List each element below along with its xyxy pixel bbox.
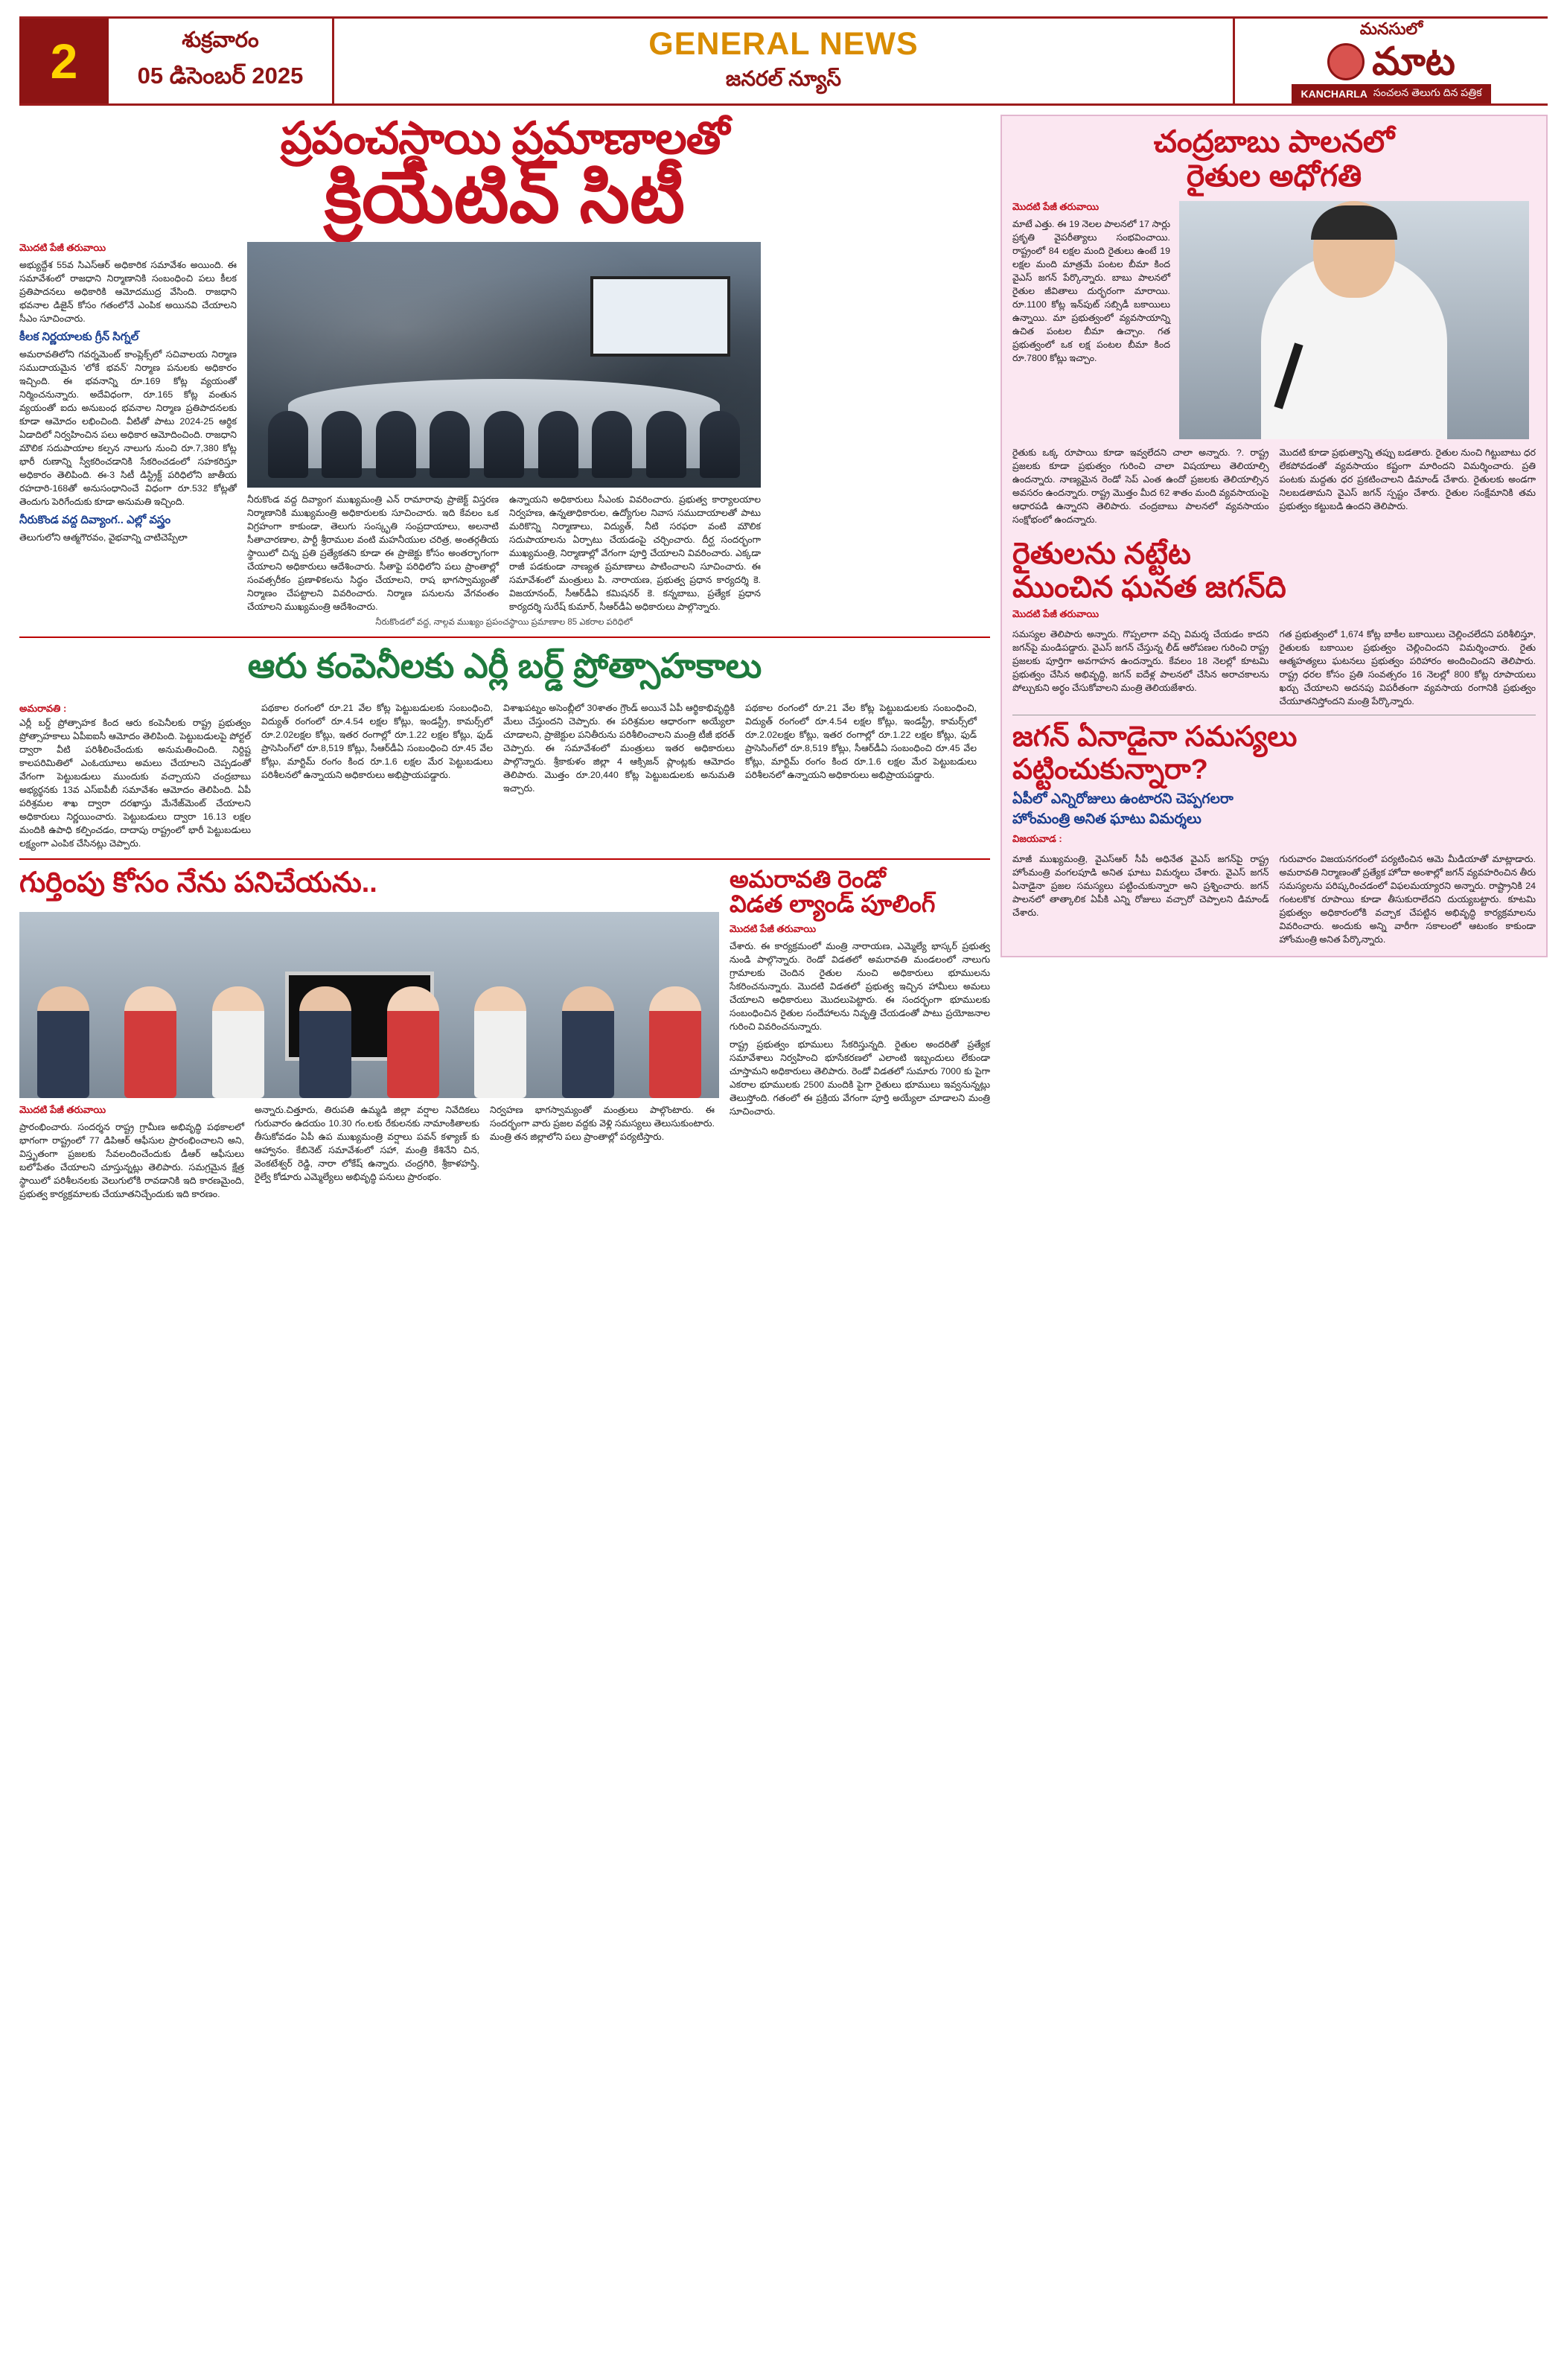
six-companies-headline: ఆరు కంపెనీలకు ఎర్లీ బర్డ్ ప్రోత్సాహకాలు xyxy=(247,645,762,685)
jagan-q-subline-1: ఏపీలో ఎన్నిరోజులు ఉంటారని చెప్పగలరా xyxy=(1012,791,1234,807)
jagan-q-headline-line2: పట్టించుకున్నారా? xyxy=(1012,753,1208,785)
divider-2 xyxy=(19,858,990,860)
bottom-left-cluster xyxy=(19,867,990,1202)
six-companies-article xyxy=(19,645,990,851)
jagan-block-col1-text: సమస్యల తెలిపారు అన్నారు. గొప్పలాగా వచ్చి విమర్శ చేయడం కాదని జగన్‌పై మండిపడ్డారు. వైఎస్ జగన్ చేస్తున్న లీడ్ ఆరోపణల గురించి రాష్ట్ర ప్రజలకు పూర్తిగా అవగాహన ఉందన్నారు. కేవలం 18 నెలల్లో కూటమి ప్రభుత్వం చేసిన అభివృద్ధి, జగన్ ఐదేళ్ల పాలనలో చేసిన అరాచకాలను పోల్చుకుని అర్థం చేసుకోవాలని మంత్రి తెలియజేశారు. xyxy=(1012,629,1269,694)
farmers-lower-body xyxy=(1012,447,1536,527)
lead-col2-text: నీరుకొండ వద్ద దివ్యాంగ ముఖ్యమంత్రి ఎన్ రామారావు ప్రాజెక్ట్ విస్తరణ నిర్మాణానికి ముఖ్యమంత్రి అధికారులకు సూచించారు. ఇది కేవలం ఒక విగ్రహంగా కాకుండా, తెలుగు సంస్కృతి సంప్రదాయాలు, అలనాటి సీతాచారణాల, పార్టీ శ్రీరాముల వంటి మహనీయుల చరిత్ర, అంతర్గతీయ స్థాయిలో చిన్న ప్రతి ప్రత్యేకతని కూడా ఈ ప్రాజెక్టు కోసం అంతర్భాగంగా చేయాలని అధికారులు ఆదేశించారు. సీతాఫై పరిధిలోని పలు ప్రాంతాల్లో సంవత్సరీకం ప్రణాళికలను సిద్ధం చేయాలని, రాష భాగస్వామ్యంతో నిర్మాణం చేపట్టాలని వివరించారు. నిర్మాణ పనులను వేగవంతం చేయాలని ముఖ్యమంత్రి ఆదేశించారు. xyxy=(247,494,499,612)
lead-subhead-2: నీరుకొండ వద్ద దివ్యాంగ.. ఎల్లో వస్త్రం xyxy=(19,513,171,526)
lead-headline-line1: ప్రపంచస్థాయి ప్రమాణాలతో xyxy=(280,113,730,163)
six-col3-text: విశాఖపట్నం అసెంబ్లీలో 30శాతం గ్రౌండ్ అయినే ఏపీ ఆర్థికాభివృద్ధికి మేలు చేస్తుందని చెప్పారు. ఈ పరిశ్రమల ఆధారంగా అయ్యేలా చూడాలని, ప్రాజెక్టుల పనితీరును పరిశీలించాలని మంత్రి టీజీ భరత్ చెప్పారు. ఈ సమావేశంలో మంత్రులు ఇతర అధికారులు పాల్గొన్నారు. శ్రీకాకుళం జిల్లా 4 ఆక్సిజన్ ప్లాంట్లకు ఆమోదం తెలిపారు. మొత్తం రూ.20,440 కోట్ల పెట్టుబడులకు అనుమతి ఇచ్చారు. xyxy=(503,702,735,794)
six-kicker: అమరావతి : xyxy=(19,702,67,714)
crowd-group xyxy=(19,964,719,1098)
six-col4-text: పథకాల రంగంలో రూ.21 వేల కోట్ల పెట్టుబడులకు సంబంధించి, విద్యుత్ రంగంలో రూ.4.54 లక్షల కోట్లు, ఇండస్ట్రీ, కామర్స్‌లో రూ.2.02లక్షల కోట్లు, ఇతర రంగాల్లో రూ.1.22 లక్షల కోట్లు, ఫుడ్ ప్రాసెసింగ్‌లో రూ.8,519 కోట్లు, సీఆర్‌డీఏ సంబంధించి రూ.45 వేల కోట్లు, మార్టిమ్ రంగం కింద రూ.1.6 లక్షల మేర పెట్టుబడులు పరిశీలనలో ఉన్నాయని అధికారులు అభిప్రాయపడ్డారు. xyxy=(745,702,977,780)
lead-column-1 xyxy=(19,242,237,629)
seated-officials xyxy=(268,344,741,478)
publication-logo xyxy=(1233,19,1548,103)
jagan-photo xyxy=(1179,201,1529,439)
amaravati-col1-text: చేశారు. ఈ కార్యక్రమంలో మంత్రి నారాయణ, ఎమ్మెల్యే భాస్కర్ ప్రభుత్వ నుండి పాల్గొన్నారు. రెండో విడతలో అమరావతి మండలంలో నాలుగు గ్రామాలకు చెందిన రైతుల నుంచి అధికారులు భూములను సేకరించనున్నారు. మొదటి విడతలో ప్రభుత్వ ఇచ్చిన హామీలు అమలు చేయాలని అధికారులు మొదలుపెట్టారు. ఈ సందర్భంగా భూములకు సంబంధించిన రైతుల సందేహాలను నివృత్తి చేయడంతో పాటు ప్రయోజనాల గురించి వివరించనున్నారు. xyxy=(730,940,990,1032)
recognition-col2-text: అన్నారు.చిత్తూరు, తిరుపతి ఉమ్మడి జిల్లా వర్షాల నివేదికలు గురువారం ఉదయం 10.30 గం.లకు రేకులనకు నామాంకితాలకు తీసుకోవడం ఏపీ ఉప ముఖ్యమంత్రి వర్షాలు పవన్ కళ్యాణ్ కు ఆహ్వానం. కేబినెట్ సమావేశంలో సహా, మంత్రి కేశినేని చిన, వెంకటేశ్వర్ రెడ్డి, నారా లోకేష్ ఉన్నారు. చంద్రగిరి, శ్రీకాళహస్తి, రైల్వే కోడూరు ఎమ్మెల్యేలు అభివృద్ధి పనులు ప్రారంభం. xyxy=(255,1104,479,1182)
section-title-block xyxy=(334,19,1233,103)
farmers-col-1 xyxy=(1012,201,1170,439)
right-column xyxy=(1000,115,1548,1202)
jagan-q-col2-text: గురువారం విజయనగరంలో పర్యటించిన ఆమె మీడియాతో మాట్లాడారు. అమరావతి నిర్మాణంతో ప్రత్యేక హోదా అంశాల్లో జగన్ వ్యవహరించిన తీరు సమస్యలను పరిష్కరించడంలో విఫలమయ్యారని అన్నారు. రాష్ట్రానికి 24 గంటలకొక రూపాయి కూడా తీసుకురాలేదని దుయ్యబట్టారు. కూటమి ప్రభుత్వం అధికారంలోకి వచ్చాక చేపట్టిన అభివృద్ధి కార్యక్రమాలను వివరించారు. అందుకు అన్ని వారీగా సకాలంలో ఆటంకం కాకుండా హోంమంత్రి అనిత పేర్కొన్నారు. xyxy=(1279,854,1536,945)
date-label: 05 డిసెంబర్ 2025 xyxy=(137,62,304,89)
farmers-col2-text: రైతుకు ఒక్క రూపాయి కూడా ఇవ్వలేదని చాలా అన్నారు. ?. రాష్ట్ర ప్రజలకు కూడా ప్రభుత్వం గురించి చాలా విషయాలు తెలియాల్సి ఉందన్నారు. నాణ్యమైన రెండో సెప్ ఎంత ఉందో ప్రజలకు తెలియాల్సిన అవసరం ఉందన్నారు. రాష్ట్ర మొత్తం మీద 62 శాతం మంది వ్యవసాయంపై ఆధారపడి ఉన్నారని తెలిపారు. చంద్రబాబు పాలనలో వ్యవసాయం సంక్షోభంలో ఉందన్నారు. xyxy=(1012,447,1269,525)
six-col1-text: ఎర్లీ బర్డ్ ప్రోత్సాహక కింద ఆరు కంపెనీలకు రాష్ట్ర ప్రభుత్వం ప్రోత్సాహకాలు ఏపీఐఐసీ ఆమోదం తెలిపింది. పెట్టుబడులపై పోర్టల్ ద్వారా వీటి పరిశీలించేందుకు అనుమతించింది. నిర్దిష్ట కాలపరిమితిలో ఎంఓయూలు అమలు చేయాలని చెప్పడంతో వేగంగా పెట్టుబడులు ముందుకు వచ్చాయని చంద్రబాబు అభ్యర్థనకు 13వ ఎస్ఐపీబీ సమావేశం ఆమోదం తెలిపింది. ఏపీ పరిశ్రమల శాఖ ద్వారా దరఖాస్తు మేనేజ్‌మెంట్ చేయాలని అధికారులు నిర్ణయించారు. పెట్టుబడులు ద్వారా 16.13 లక్షల మందికి ఉపాధి కల్పించడం, దాదాపు రాష్ట్రంలో భారీ పెట్టుబడులు లక్ష్యంగా ఎంపిక చేసినట్లు చెప్పారు. xyxy=(19,717,251,849)
logo-brand: KANCHARLA xyxy=(1300,87,1367,100)
farmers-headline-line2: రైతుల అధోగతి xyxy=(1186,158,1362,193)
farmers-kicker: మొదటి పేజీ తరువాయి xyxy=(1012,200,1100,212)
lead-col1-text: అభ్యుద్దేశ 55వ సిఎస్ఆర్ అధికారిక సమావేశం అయింది. ఈ సమావేశంలో రాజధాని నిర్మాణానికి సంబంధించి పలు కీలక ప్రతిపాదనలు అధికారికి ఆమోదముద్ర వేసింది. రాజధాని భవనాల డిజైన్ కోసం గతంలోనే ఎంపిక అయినవి చేయాలని సీఎం సూచించారు. xyxy=(19,260,237,325)
page-number: 2 xyxy=(19,19,109,103)
lead-col3-text: ఉన్నాయని అధికారులు సీఎంకు వివరించారు. ప్రభుత్వ కార్యాలయాల నిర్వహణ, ఉన్నతాధికారుల, ఉద్యోగుల నివాస సముదాయాలతో పాటు మరికొన్ని నిర్మాణాలు, విద్యుత్, నీటి సరఫరా వంటి మౌలిక సదుపాయాలను ఏర్పాటు చేయడంపై చర్చించారు. దీర్ఘ సందర్భంగా ముఖ్యమంత్రి, నిర్మాణాల్లో వేగంగా పూర్తి చేయాలని వివరించారు. ఎక్కడా రాజీ పడకుండా నాణ్యత ప్రమాణాలు పాటించాలని సూచించారు. ఈ సమావేశంలో మంత్రులు పి. నారాయణ, ప్రభుత్వ ప్రధాన కార్యదర్శి కె. విజయానంద్, సీఆర్‌డీఏ కమిషనర్ కె. కన్నబాబు, ప్రత్యేక ప్రధాన కార్యదర్శి సురేష్ కుమార్, సీఆర్‌డీఏ అధికారులు పాల్గొన్నారు. xyxy=(509,494,761,612)
logo-tagline: సంచలన తెలుగు దిన పత్రిక xyxy=(1373,86,1482,98)
jagan-q-subline-2: హోంమంత్రి అనిత ఘాటు విమర్శలు xyxy=(1012,811,1201,827)
logo-top-text: మనసులో xyxy=(1359,19,1423,38)
jagan-q-kicker: విజయవాడ : xyxy=(1012,833,1062,845)
recognition-col1-text: ప్రారంభించారు. సందర్శన రాష్ట్ర గ్రామీణ అభివృద్ధి పథకాలలో భాగంగా రాష్ట్రంలో 77 డిపిఆర్ ఆఫీసుల ప్రారంభించాలని అని, విస్తృతంగా ప్రజలకు సేవలందించేందుకు డీఆర్ ఆఫీసులు బలోపేతం చేయాలని చూస్తున్నట్లు తెలిపారు. సమగ్రమైన క్షేత్ర స్థాయిలో పరిశీలనలకు వెలుగులోకి రావడానికి ఇది కారణమైంది, ప్రభుత్వ కార్యక్రమాలకు చేయూతనిచ్చేందుకు ఇది కారణం. xyxy=(19,1121,244,1199)
jagan-q-col1-text: మాజీ ముఖ్యమంత్రి, వైఎస్ఆర్ సీపీ అధినేత వైఎస్ జగన్‌పై రాష్ట్ర హోంమంత్రి వంగలపూడి అనిత ఘాటు విమర్శలు చేశారు. వైఎస్ జగన్ ఏనాడైనా ప్రజల సమస్యలు పట్టించుకున్నారా అని ప్రశ్నించారు. జగన్ పాలనలో తాత్కాలిక ఏపీకి ఎన్ని రోజులు వచ్చారో చెప్పాలని డిమాండ్ చేశారు. xyxy=(1012,854,1269,919)
date-block xyxy=(109,19,334,103)
jagan-block-body xyxy=(1012,628,1536,709)
recognition-body xyxy=(19,1104,719,1202)
logo-main xyxy=(1327,39,1455,83)
lead-subhead-1: కీలక నిర్ణయాలకు గ్రీన్ సిగ్నల్ xyxy=(19,331,139,343)
left-column xyxy=(19,115,990,1202)
lead-photo-caption: నీరుకొండలో వద్ద, నాల్గవ ముఖ్యం ప్రపంచస్థాయి ప్రమాణాల 85 ఎకరాల పరిధిలో xyxy=(375,617,633,627)
meeting-photo xyxy=(247,242,761,488)
amaravati-kicker: మొదటి పేజీ తరువాయి xyxy=(730,922,817,934)
jagan-q-body xyxy=(1012,853,1536,947)
amaravati-headline-line1: అమరావతి రెండో xyxy=(730,865,886,893)
farmers-top-body xyxy=(1012,201,1536,439)
jagan-block-headline-line2: ముంచిన ఘనత జగన్‌ది xyxy=(1012,570,1286,604)
farmers-col1-text: మాటే ఎత్తు. ఈ 19 నెలల పాలనలో 17 సార్లు ప్రకృతి వైపరీత్యాలు సంభవించాయి. రాష్ట్రంలో 84 లక్షల మంది రైతులు ఉంటే 19 లక్షల మంది మాత్రమే పంటల బీమా కింద వైఎస్ జగన్ పేర్కొన్నారు. బాబు పాలనలో రైతుల జీవితాలు దుర్భరంగా మారాయి. రూ.1100 కోట్ల ఇన్‌పుట్ సబ్సిడీ బకాయిలు ఉన్నాయి. మా ప్రభుత్వంలో వ్యవసాయాన్ని ఉచిత పంటల బీమా ఉచ్చాం. గత ప్రభుత్వంలో ఒక లక్ష పంటల బీమా కింద రూ.7800 కోట్లు ఇచ్చాం. xyxy=(1012,218,1170,363)
recognition-col-1 xyxy=(19,1104,244,1202)
lead-col1-text2: అమరావతిలోని గవర్నమెంట్ కాంప్లెక్స్‌లో సచివాలయ నిర్మాణ సముదాయమైన 'లోకే భవన్' నిర్మాణ పనులకు అధికారం ఇచ్చింది. ఈ భవనాన్ని రూ.169 కోట్ల వ్యయంతో నిర్మించనున్నారు. అదేవిధంగా, రూ.165 కోట్ల వంతున వ్యయంతో ఐదు అనుబంధ భవనాల నిర్మాణ ప్రతిపాదనలకు కూడా ఆమోదం లభించింది. వీటితో పాటు 2024-25 ఆర్థిక ఏడాదిలో నిర్వహించిన పలు అధికార ఆమోదించింది. రాజధాని మౌలిక సదుపాయాల కల్పన నాలుగు నుంచి రూ.7,380 కోట్ల భారీ రుణాన్ని స్వీకరించడానికి సేకరించడంలో సహకరిస్తూ అధికారం తెలిపింది. ఈ-3 సిటీ డిస్ట్రిక్ట్ పరిధిలోని జాతీయ రహదారి-168తో అనుసంధానించే విధంగా రూ.532 కోట్లతో తెందుగు పెరిగేందుకు కూడా అనుమతి ఇచ్చింది. xyxy=(19,349,237,507)
recognition-headline: గుర్తింపు కోసం నేను పనిచేయను.. xyxy=(19,867,377,899)
lead-headline-line2: క్రియేటివ్ సిటీ xyxy=(324,158,686,237)
six-col2-text: పథకాల రంగంలో రూ.21 వేల కోట్ల పెట్టుబడులకు సంబంధించి, విద్యుత్ రంగంలో రూ.4.54 లక్షల కోట్లు, ఇండస్ట్రీ, కామర్స్‌లో రూ.2.02లక్షల కోట్లు, ఇతర రంగాల్లో రూ.1.22 లక్షల కోట్లు, ఫుడ్ ప్రాసెసింగ్‌లో రూ.8,519 కోట్లు, సీఆర్‌డీఏ సంబంధించి రూ.45 వేల కోట్లు, మార్టిమ్ రంగం కింద రూ.1.6 లక్షల మేర పెట్టుబడులు పరిశీలనలో ఉన్నాయని అధికారులు అభిప్రాయపడ్డారు. xyxy=(261,702,493,780)
jagan-block-kicker: మొదటి పేజీ తరువాయి xyxy=(1012,608,1100,620)
divider-1 xyxy=(19,637,990,638)
farmers-distress-article xyxy=(1000,115,1548,957)
recognition-col3-text: నిర్వహణ భాగస్వామ్యంతో మంత్రులు పాల్గొంటారు. ఈ సందర్భంగా వారు ప్రజల వద్దకు వెళ్లి సమస్యలు తెలుసుకుంటారు. మంత్రి తన జిల్లాలోని పలు ప్రాంతాల్లో పర్యటిస్తారు. xyxy=(490,1104,715,1142)
lead-body xyxy=(19,242,990,629)
logo-face-icon xyxy=(1327,43,1365,80)
amaravati-headline-line2: విడత ల్యాండ్ పూలింగ్ xyxy=(730,890,936,918)
recognition-article xyxy=(19,867,719,1202)
inauguration-photo xyxy=(19,912,719,1098)
amaravati-phase2-article xyxy=(730,867,990,1202)
section-title-te: జనరల్ న్యూస్ xyxy=(725,67,842,90)
lead-photo-block xyxy=(247,242,761,629)
amaravati-col2-text: రాష్ట్ర ప్రభుత్వం భూములు సేకరిస్తున్నది. రైతుల అందరితో ప్రత్యేక సమావేశాలు నిర్వహించి భూసేకరణలో ఎలాంటి ఇబ్బందులు లేకుండా చూస్తామని అధికారులు తెలిపారు. రెండో విడతలో సుమారు 7000 కు పైగా ఎకరాల భూములకు 2500 మందికి పైగా రైతులు భూములు ఇవ్వనున్నట్లు తెలుస్తోంది. గతంలో ఈ ప్రక్రియ వేగంగా పూర్తి అయ్యేలా చూడాలని మంత్రి సూచించారు. xyxy=(730,1039,990,1117)
weekday-label: శుక్రవారం xyxy=(182,28,259,52)
lead-col1-text3: తెలుగులోని ఆత్మగౌరవం, వైభవాన్ని చాటిచెప్పేలా xyxy=(19,532,188,543)
six-col-1 xyxy=(19,702,251,851)
six-companies-body xyxy=(19,702,990,851)
lead-article xyxy=(19,115,990,629)
jagan-block-headline-line1: రైతులను నట్టేట xyxy=(1012,537,1191,570)
farmers-headline-line1: చంద్రబాబు పాలనలో xyxy=(1153,124,1395,159)
page-content xyxy=(19,115,1548,1202)
farmers-col3-text: మొదటి కూడా ప్రభుత్వాన్ని తప్పు బడతారు. రైతుల నుంచి గిట్టుబాటు ధర లేకపోవడంతో వ్యవసాయం కష్టంగా మారిందని విమర్శించారు. ప్రతి పంటకు మద్దతు ధర ప్రకటించాలని డిమాండ్ చేశారు. రైతులకు అండగా నిలబడతామని వైఎస్ జగన్ స్పష్టం చేశారు. రైతుల సంక్షేమానికి తమ ప్రభుత్వం కట్టుబడి ఉందని తెలిపారు. xyxy=(1279,447,1536,511)
logo-strip xyxy=(1292,84,1490,103)
section-title-en: GENERAL NEWS xyxy=(648,26,919,62)
logo-wordmark: మాట xyxy=(1372,39,1455,83)
jagan-q-headline-line1: జగన్ ఏనాడైనా సమస్యలు xyxy=(1012,721,1298,753)
recognition-kicker: మొదటి పేజీ తరువాయి xyxy=(19,1103,106,1115)
lead-kicker: మొదటి పేజీ తరువాయి xyxy=(19,242,106,254)
jagan-hair xyxy=(1311,205,1397,240)
masthead xyxy=(19,16,1548,106)
jagan-block-col2-text: గత ప్రభుత్వంలో 1,674 కోట్ల బాకీల బకాయిలు చెల్లించలేదని పరిశీలిస్తూ, రైతులకు బకాయిల ప్రభుత్వం చెల్లించిందని విమర్శించారు. రైతు ఆత్మహత్యలు ఘటనలు ప్రభుత్వం పరిహారం అందించిందని తెలిపారు. రాష్ట్ర ధరల కోసం ప్రతి సంవత్సరం 16 నెలల్లో 800 కోట్ల రూపాయలు ఖర్చు చేయాలని అదనపు విపరీతంగా వ్యవసాయ రంగానికి ప్రభుత్వం చేయూతనిస్తోందని మంత్రి పేర్కొన్నారు. xyxy=(1279,629,1536,707)
